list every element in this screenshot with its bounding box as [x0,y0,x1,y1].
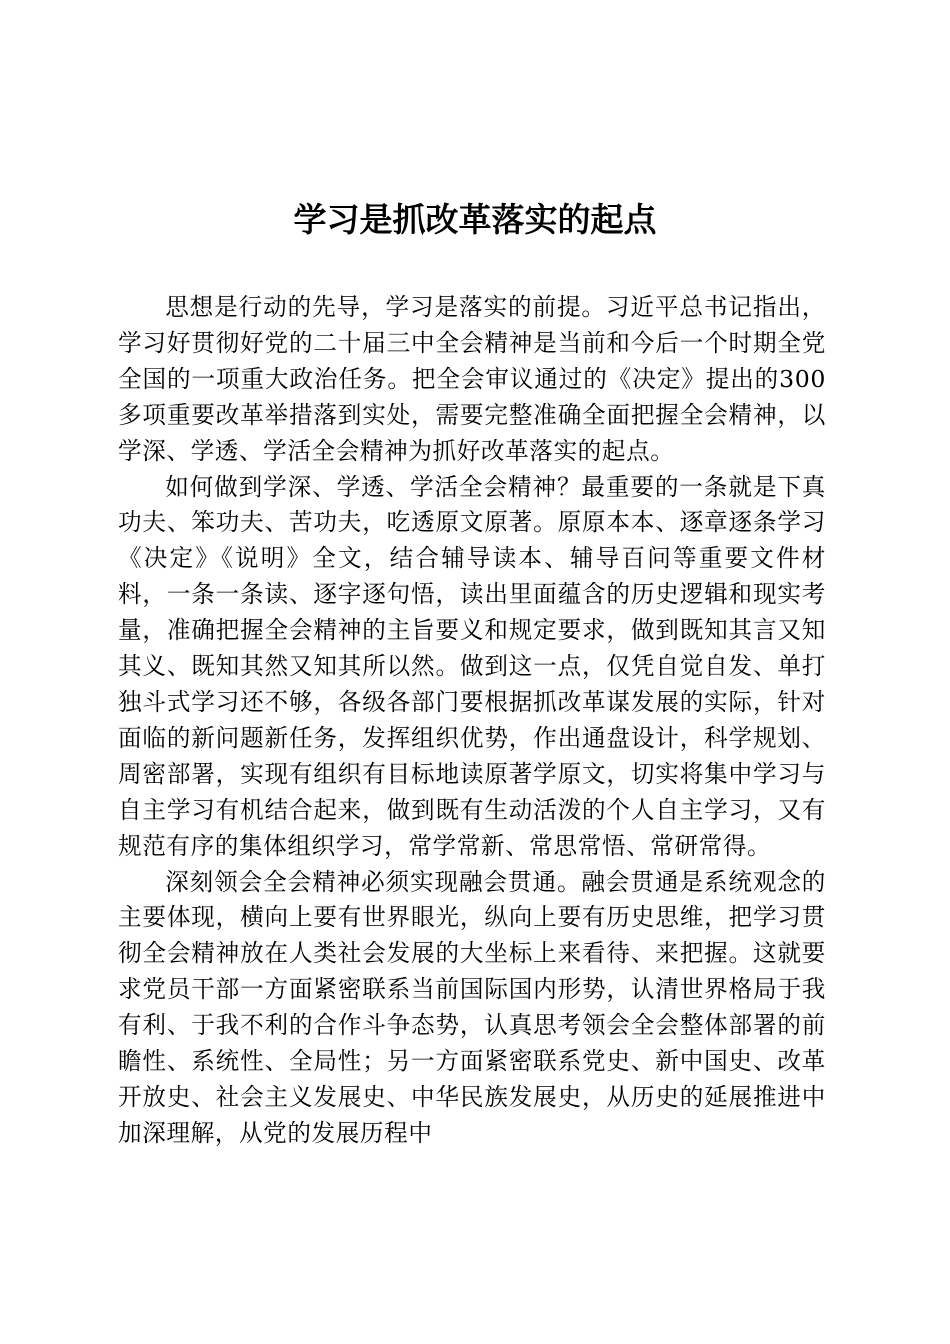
paragraph-1: 思想是行动的先导，学习是落实的前提。习近平总书记指出，学习好贯彻好党的二十届三中全会精神是当前和今后一个时期全党全国的一项重大政治任务。把全会审议通过的《决定》提出的300多项重要改革举措落到实处，需要完整准确全面把握全会精神，以学深、学透、学活全会精神为抓好改革落实的起点。 [118,293,826,465]
document-body [118,290,826,1152]
paragraph-3: 深刻领会全会精神必须实现融会贯通。融会贯通是系统观念的主要体现，横向上要有世界眼光，纵向上要有历史思维，把学习贯彻全会精神放在人类社会发展的大坐标上来看待、来把握。这就要求党员干部一方面紧密联系当前国际国内形势，认清世界格局于我有利、于我不利的合作斗争态势，认真思考领会全会整体部署的前瞻性、系统性、全局性；另一方面紧密联系党史、新中国史、改革开放史、社会主义发展史、中华民族发展史，从历史的延展推进中加深理解，从党的发展历程中 [118,867,826,1147]
paragraph-2: 如何做到学深、学透、学活全会精神？最重要的一条就是下真功夫、笨功夫、苦功夫，吃透原文原著。原原本本、逐章逐条学习《决定》《说明》全文，结合辅导读本、辅导百问等重要文件材料，一条一条读、逐字逐句悟，读出里面蕴含的历史逻辑和现实考量，准确把握全会精神的主旨要义和规定要求，做到既知其言又知其义、既知其然又知其所以然。做到这一点，仅凭自觉自发、单打独斗式学习还不够，各级各部门要根据抓改革谋发展的实际，针对面临的新问题新任务，发挥组织优势，作出通盘设计，科学规划、周密部署，实现有组织有目标地读原著学原文，切实将集中学习与自主学习有机结合起来，做到既有生动活泼的个人自主学习，又有规范有序的集体组织学习，常学常新、常思常悟、常研常得。 [118,472,826,860]
document-title: 学习是抓改革落实的起点 [293,200,657,239]
